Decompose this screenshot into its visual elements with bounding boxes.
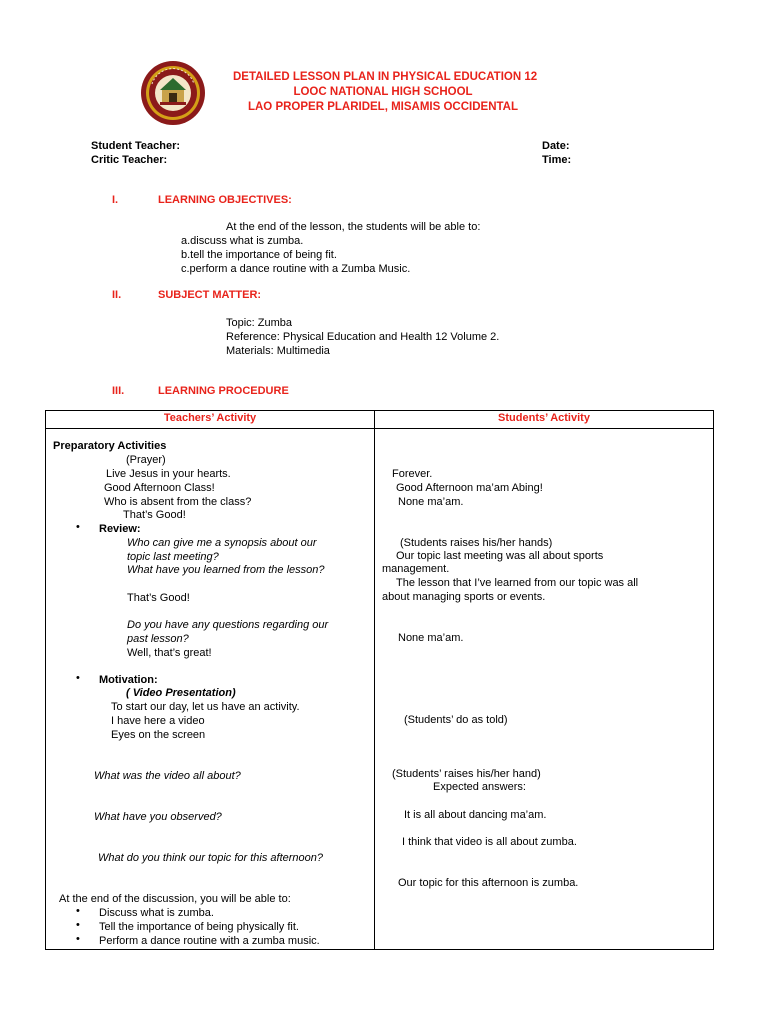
teacher-observed: What have you observed? [94, 811, 222, 823]
bullet-icon: • [76, 905, 80, 917]
student-topic-zumba: Our topic for this afternoon is zumba. [398, 877, 579, 889]
section-2-title: SUBJECT MATTER: [158, 289, 262, 301]
teacher-good-afternoon: Good Afternoon Class! [104, 482, 215, 494]
student-teacher-label: Student Teacher: [91, 140, 181, 152]
critic-teacher-label: Critic Teacher: [91, 154, 168, 166]
prayer: (Prayer) [126, 454, 166, 466]
procedure-table [45, 410, 714, 950]
teacher-eyes: Eyes on the screen [111, 729, 206, 741]
student-expected: Expected answers: [433, 781, 526, 793]
teacher-questions-2: past lesson? [127, 633, 189, 645]
video-presentation: ( Video Presentation) [126, 687, 236, 699]
materials-line: Materials: Multimedia [226, 345, 330, 357]
student-lesson-1: The lesson that I’ve learned from our topic was all [396, 577, 639, 589]
table-header-divider [46, 428, 713, 429]
title-line-1: DETAILED LESSON PLAN IN PHYSICAL EDUCATION 12 [233, 71, 538, 83]
teacher-objective-1: Discuss what is zumba. [99, 907, 214, 919]
section-3-title: LEARNING PROCEDURE [158, 385, 289, 397]
bullet-icon: • [76, 521, 80, 533]
teacher-learned: What have you learned from the lesson? [127, 564, 325, 576]
student-none-1: None ma’am. [398, 496, 464, 508]
student-topic-last-1: Our topic last meeting was all about sports [396, 550, 604, 562]
student-do-as-told: (Students’ do as told) [404, 714, 508, 726]
student-good-afternoon: Good Afternoon ma’am Abing! [396, 482, 543, 494]
objective-a: a.discuss what is zumba. [181, 235, 304, 247]
students-activity-header: Students’ Activity [498, 412, 590, 424]
section-2-number: II. [112, 289, 122, 301]
teacher-have-video: I have here a video [111, 715, 205, 727]
teacher-great: Well, that’s great! [127, 647, 212, 659]
student-think-video: I think that video is all about zumba. [402, 836, 577, 848]
student-none-2: None ma’am. [398, 632, 464, 644]
student-forever: Forever. [392, 468, 433, 480]
bullet-icon: • [76, 672, 80, 684]
motivation-label: Motivation: [99, 674, 158, 686]
section-3-number: III. [112, 385, 125, 397]
teacher-end-discussion: At the end of the discussion, you will be able to: [59, 893, 291, 905]
teacher-questions-1: Do you have any questions regarding our [127, 619, 329, 631]
bullet-icon: • [76, 933, 80, 945]
teachers-activity-header: Teachers’ Activity [163, 412, 257, 424]
table-column-divider [374, 411, 375, 949]
teacher-video-about: What was the video all about? [94, 770, 241, 782]
teacher-thats-good-1: That’s Good! [123, 509, 186, 521]
school-seal-logo [140, 60, 206, 126]
student-topic-last-2: management. [382, 563, 450, 575]
reference-line: Reference: Physical Education and Health 12 Volume 2. [226, 331, 500, 343]
teacher-absent: Who is absent from the class? [104, 496, 252, 508]
student-raises: (Students raises his/her hands) [400, 537, 553, 549]
student-dancing: It is all about dancing ma’am. [404, 809, 547, 821]
teacher-thats-good-2: That’s Good! [127, 592, 190, 604]
preparatory-activities: Preparatory Activities [53, 440, 167, 452]
section-1-title: LEARNING OBJECTIVES: [158, 194, 292, 206]
student-raises-hand: (Students’ raises his/her hand) [392, 768, 541, 780]
review-label: Review: [99, 523, 141, 535]
topic-line: Topic: Zumba [226, 317, 293, 329]
objective-b: b.tell the importance of being fit. [181, 249, 337, 261]
objective-c: c.perform a dance routine with a Zumba Music. [181, 263, 411, 275]
teacher-live-jesus: Live Jesus in your hearts. [106, 468, 231, 480]
title-line-2: LOOC NATIONAL HIGH SCHOOL [293, 86, 473, 98]
teacher-objective-2: Tell the importance of being physically fit. [99, 921, 299, 933]
teacher-objective-3: Perform a dance routine with a zumba music. [99, 935, 320, 947]
student-lesson-2: about managing sports or events. [382, 591, 546, 603]
teacher-topic-afternoon: What do you think our topic for this afternoon? [98, 852, 324, 864]
section-1-number: I. [112, 194, 119, 206]
bullet-icon: • [76, 919, 80, 931]
title-line-3: LAO PROPER PLARIDEL, MISAMIS OCCIDENTAL [247, 101, 519, 113]
date-label: Date: [542, 140, 570, 152]
objectives-intro: At the end of the lesson, the students will be able to: [226, 221, 481, 233]
teacher-synopsis-1: Who can give me a synopsis about our [127, 537, 317, 549]
time-label: Time: [542, 154, 572, 166]
teacher-start-day: To start our day, let us have an activity. [111, 701, 300, 713]
teacher-synopsis-2: topic last meeting? [127, 551, 219, 563]
